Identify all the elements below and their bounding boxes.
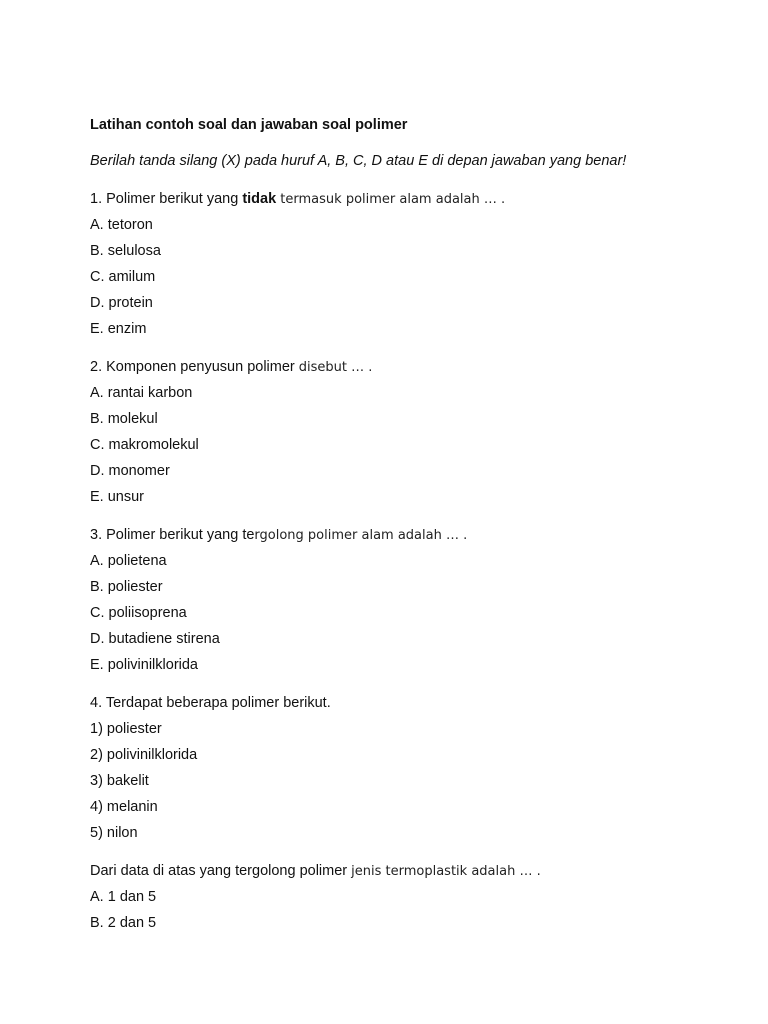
question-3-option-d: D. butadiene stirena	[90, 631, 220, 647]
document-title: Latihan contoh soal dan jawaban soal polimer	[90, 117, 408, 133]
question-4-option-a: A. 1 dan 5	[90, 889, 157, 905]
question-4-followup-prefix: Dari data di atas yang tergolong polimer	[90, 863, 352, 879]
question-4-item-2: 2) polivinilklorida	[90, 747, 198, 763]
question-4-item-4: 4) melanin	[90, 799, 158, 815]
question-2-stem-prefix: 2. Komponen penyusun polimer	[90, 359, 299, 375]
question-2-option-d: D. monomer	[90, 463, 170, 479]
question-3-stem-suffix: rgolong polimer alam adalah … .	[254, 528, 468, 543]
question-1-option-e: E. enzim	[90, 321, 147, 337]
document-page	[90, 112, 730, 936]
question-2	[90, 354, 730, 510]
question-4-option-b: B. 2 dan 5	[90, 915, 157, 931]
question-4-item-3: 3) bakelit	[90, 773, 149, 789]
question-2-stem-suffix: disebut … .	[298, 360, 373, 375]
question-2-option-c: C. makromolekul	[90, 437, 199, 453]
question-4-followup	[90, 858, 730, 884]
question-3-stem-prefix: 3. Polimer berikut yang te	[90, 527, 255, 543]
question-1-option-c: C. amilum	[90, 269, 156, 285]
question-4-item-5: 5) nilon	[90, 825, 138, 841]
question-1-stem-emphasis: tidak	[242, 191, 277, 207]
question-4-followup-suffix: jenis termoplastik adalah … .	[351, 864, 541, 879]
question-4	[90, 690, 730, 936]
question-1-stem	[90, 186, 730, 212]
question-1-option-d: D. protein	[90, 295, 153, 311]
question-4-stem: 4. Terdapat beberapa polimer berikut.	[90, 695, 331, 711]
question-2-option-b: B. molekul	[90, 411, 158, 427]
question-2-stem	[90, 354, 730, 380]
question-3	[90, 522, 730, 678]
question-1-option-a: A. tetoron	[90, 217, 153, 233]
question-1-option-b: B. selulosa	[90, 243, 161, 259]
question-4-item-1: 1) poliester	[90, 721, 162, 737]
question-3-stem	[90, 522, 730, 548]
question-3-option-e: E. polivinilklorida	[90, 657, 198, 673]
question-3-option-c: C. poliisoprena	[90, 605, 187, 621]
question-3-option-b: B. poliester	[90, 579, 163, 595]
question-2-option-e: E. unsur	[90, 489, 144, 505]
question-1	[90, 186, 730, 342]
question-1-stem-suffix: termasuk polimer alam adalah … .	[276, 192, 506, 207]
question-1-stem-prefix: 1. Polimer berikut yang	[90, 191, 243, 207]
instruction-text: Berilah tanda silang (X) pada huruf A, B, C, D atau E di depan jawaban yang benar!	[90, 153, 627, 169]
question-2-option-a: A. rantai karbon	[90, 385, 193, 401]
question-3-option-a: A. polietena	[90, 553, 167, 569]
